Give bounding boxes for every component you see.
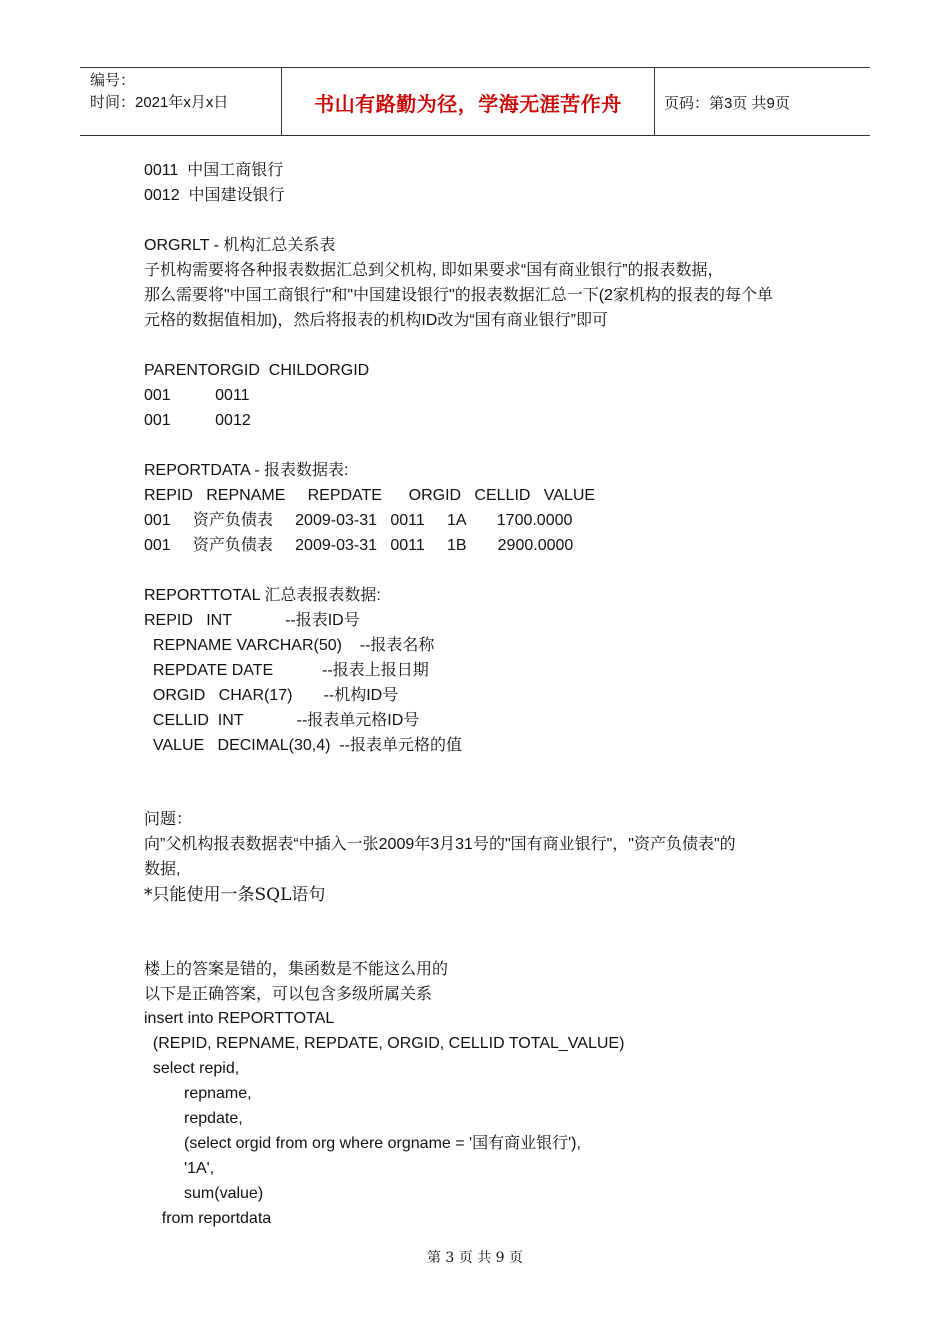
orgrlt-desc-3: 元格的数据值相加)，然后将报表的机构ID改为“国有商业银行”即可	[144, 312, 608, 329]
question-label: 问题：	[144, 811, 193, 828]
reportdata-header: REPID REPNAME REPDATE ORGID CELLID VALUE	[144, 487, 596, 504]
org-line-ccb: 0012 中国建设银行	[144, 187, 285, 204]
header-meta	[90, 70, 228, 114]
reporttotal-field: REPNAME VARCHAR(50) --报表名称	[144, 637, 435, 654]
sql-line: insert into REPORTTOTAL	[144, 1010, 335, 1027]
sql-line: sum(value)	[144, 1185, 264, 1202]
question-text-2: 数据,	[144, 861, 181, 878]
reporttotal-field: VALUE DECIMAL(30,4) --报表单元格的值	[144, 737, 462, 754]
reportdata-title: REPORTDATA - 报表数据表:	[144, 462, 349, 479]
header-motto: 书山有路勤为径，学海无涯苦作舟	[314, 92, 622, 116]
question-constraint: *只能使用一条SQL语句	[144, 885, 326, 905]
answer-note-2: 以下是正确答案，可以包含多级所属关系	[144, 986, 433, 1003]
sql-line: repdate,	[144, 1110, 243, 1127]
page-footer: 第 3 页 共 9 页	[426, 1250, 524, 1266]
orgrlt-title: ORGRLT - 机构汇总关系表	[144, 237, 336, 254]
org-line-icbc: 0011 中国工商银行	[144, 162, 284, 179]
document-number: 编号：	[90, 72, 136, 89]
orgrlt-row: 001 0011	[144, 387, 250, 404]
orgrlt-desc-1: 子机构需要将各种报表数据汇总到父机构, 即如果要求“国有商业银行”的报表数据，	[144, 262, 724, 279]
sql-line: '1A',	[144, 1160, 215, 1177]
orgrlt-row: 001 0012	[144, 412, 251, 429]
reporttotal-field: ORGID CHAR(17) --机构ID号	[144, 687, 399, 704]
reportdata-row: 001 资产负债表 2009-03-31 0011 1A 1700.0000	[144, 512, 573, 529]
orgrlt-header: PARENTORGID CHILDORGID	[144, 362, 370, 379]
orgrlt-desc-2: 那么需要将"中国工商银行"和"中国建设银行"的报表数据汇总一下(2家机构的报表的每个单	[144, 287, 773, 304]
header-page-number: 页码：第3页 共9页	[664, 95, 790, 112]
reporttotal-field: REPID INT --报表ID号	[144, 612, 360, 629]
sql-line: select repid,	[144, 1060, 240, 1077]
reporttotal-title: REPORTTOTAL 汇总表报表数据:	[144, 587, 381, 604]
header-divider-right	[654, 67, 655, 135]
sql-line: repname,	[144, 1085, 252, 1102]
header-top-rule	[80, 67, 870, 68]
reportdata-row: 001 资产负债表 2009-03-31 0011 1B 2900.0000	[144, 537, 574, 554]
header-bottom-rule	[80, 135, 870, 136]
sql-line: from reportdata	[144, 1210, 272, 1227]
sql-line: (select orgid from org where orgname = '国有商业银行'),	[144, 1135, 581, 1152]
answer-note-1: 楼上的答案是错的，集函数是不能这么用的	[144, 961, 449, 978]
question-text-1: 向”父机构报表数据表“中插入一张2009年3月31号的"国有商业银行"，"资产负债表"的	[144, 836, 736, 853]
sql-line: (REPID, REPNAME, REPDATE, ORGID, CELLID TOTAL_VALUE)	[144, 1035, 625, 1052]
document-date: 时间：2021年x月x日	[90, 94, 229, 111]
reporttotal-field: REPDATE DATE --报表上报日期	[144, 662, 429, 679]
reporttotal-field: CELLID INT --报表单元格ID号	[144, 712, 420, 729]
